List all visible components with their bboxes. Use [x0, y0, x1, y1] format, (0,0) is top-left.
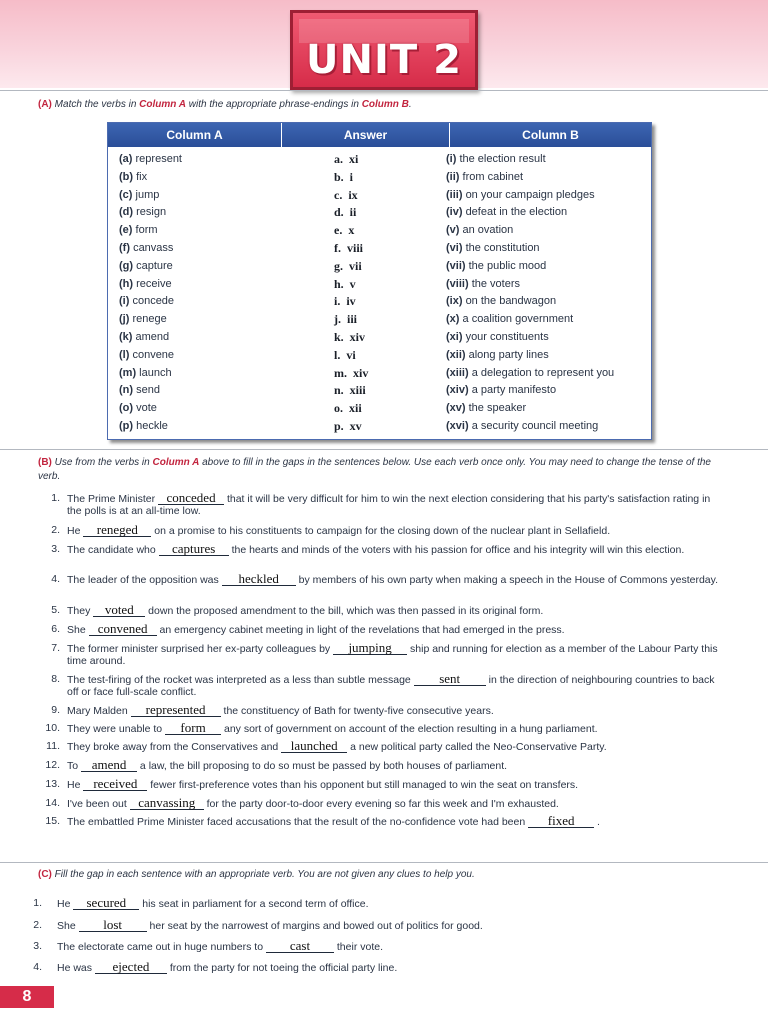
column-b-item-phrase: defeat in the election [465, 206, 568, 219]
column-b-item [446, 151, 646, 169]
sentence-text [67, 740, 727, 753]
column-b-item-phrase: along party lines [468, 348, 549, 361]
column-a-item-label: (a) [119, 153, 133, 165]
section-b-col-a-ref: Column A [152, 457, 200, 468]
sentence-text [67, 642, 727, 667]
sentence-text [67, 524, 727, 537]
column-a-item-verb: jump [135, 188, 160, 201]
column-a-item [119, 293, 279, 311]
column-b-item-phrase: your constituents [465, 330, 549, 343]
column-a-item [119, 276, 279, 294]
sentence-after: any sort of government on account of the election resulting in a hung parliament. [221, 723, 598, 735]
column-a-item [119, 400, 279, 418]
column-a-item [119, 365, 279, 383]
sentence-after: their vote. [333, 941, 383, 953]
column-b-item-phrase: an ovation [462, 224, 514, 237]
gap-answer: form [165, 722, 221, 735]
column-a-item-label: (i) [119, 295, 130, 308]
column-a-item-label: (j) [119, 313, 130, 326]
column-b-item-label: (viii) [446, 277, 469, 290]
column-b-item-label: (x) [446, 313, 460, 326]
sentence-number: 4. [33, 961, 42, 973]
column-a-item-label: (d) [119, 206, 134, 219]
sentence-before: I've been out [67, 798, 130, 810]
answer-item: i. iv [334, 294, 356, 309]
column-b-item-phrase: a delegation to represent you [471, 366, 615, 379]
gap-answer: represented [131, 704, 221, 717]
column-a-item-label: (b) [119, 170, 134, 183]
sentence-text [67, 704, 727, 717]
column-b-item [446, 311, 646, 329]
column-b-item-phrase: the speaker [468, 402, 527, 415]
sentence-before: To [67, 760, 82, 772]
sentence-after: the hearts and minds of the voters with his passion for office and his integrity will win this election. [228, 544, 685, 556]
sentence-before: The leader of the opposition was [67, 574, 222, 586]
sentence-after: . [594, 816, 600, 828]
sentence-after: fewer first-preference votes than his opponent but still managed to win the seat on transfers. [147, 779, 579, 791]
sentence-text [67, 573, 727, 586]
column-b-item-label: (xv) [446, 402, 466, 415]
answer-item: g. vii [334, 258, 362, 273]
column-b-item [446, 169, 646, 187]
section-b-divider [0, 449, 768, 450]
gap-answer: launched [281, 740, 347, 753]
sentence-after: the constituency of Bath for twenty-five consecutive years. [220, 705, 494, 717]
answer-item: n. xiii [334, 383, 366, 398]
column-b-item-label: (iii) [446, 188, 463, 201]
sentence-number: 3. [33, 940, 42, 952]
unit-title: UNIT 2 [306, 37, 462, 83]
column-a-item-verb: receive [136, 277, 172, 290]
sentence-number: 6. [51, 623, 60, 635]
matching-table [107, 122, 652, 440]
column-a-item-verb: heckle [136, 419, 168, 432]
answer-item: c. ix [334, 187, 358, 202]
sentence-after: ship and running for election as a member of the Labour Party this time around. [67, 643, 718, 667]
column-a-item-label: (k) [119, 330, 133, 343]
column-b-item-phrase: the public mood [468, 259, 547, 272]
gap-answer: amend [81, 759, 137, 772]
answer-item: p. xv [334, 418, 362, 433]
sentence-text [67, 604, 727, 617]
column-b-item [446, 187, 646, 205]
gap-answer: secured [73, 897, 139, 910]
section-a-label: (A) [38, 99, 52, 110]
sentence-after: on a promise to his constituents to campaign for the closing down of the nuclear plant in Sellafield. [151, 525, 611, 537]
column-a-item-verb: vote [136, 402, 157, 415]
column-b-item-label: (xvi) [446, 419, 469, 432]
column-a-item [119, 258, 279, 276]
column-b-item [446, 382, 646, 400]
sentence-before: The embattled Prime Minister faced accusations that the result of the no-confidence vote had been [67, 816, 529, 828]
column-a-item [119, 329, 279, 347]
sentence-text [67, 815, 727, 828]
column-a-item-label: (o) [119, 402, 134, 415]
sentence-after: a law, the bill proposing to do so must be passed by both houses of parliament. [137, 760, 508, 772]
sentence-before: The former minister surprised her ex-party colleagues by [67, 643, 334, 655]
sentence-before: He was [57, 962, 95, 974]
section-c-instruction [38, 869, 475, 880]
column-a-item-verb: form [135, 224, 158, 237]
column-b-item-label: (ix) [446, 295, 463, 308]
sentence-text [67, 759, 727, 772]
gap-answer: sent [414, 673, 486, 686]
column-b-item-label: (ii) [446, 170, 460, 183]
answer-item: k. xiv [334, 329, 366, 344]
sentence-after: his seat in parliament for a second term of office. [139, 898, 369, 910]
column-a-item-label: (c) [119, 188, 133, 201]
column-b-item-label: (v) [446, 224, 460, 237]
section-b-instruction [38, 456, 728, 484]
column-a-item-label: (l) [119, 348, 130, 361]
header-divider [0, 90, 768, 91]
column-a-item-verb: send [136, 384, 160, 397]
gap-answer: reneged [83, 524, 151, 537]
sentence-after: her seat by the narrowest of margins and bowed out of politics for good. [146, 920, 483, 932]
answer-item: a. xi [334, 152, 359, 166]
sentence-number: 7. [51, 642, 60, 654]
column-b-item-phrase: the voters [471, 277, 520, 290]
gap-answer: conceded [158, 492, 224, 505]
sentence-after: in the direction of neighbouring countries to back off or face full-scale conflict. [67, 674, 715, 698]
sentence-number: 14. [45, 797, 60, 809]
column-b-item-label: (vi) [446, 241, 463, 254]
sentence-text [57, 897, 717, 910]
sentence-after: that it will be very difficult for him to win the next election considering that his party's satisfaction rating in the polls is at an all-time low. [67, 493, 711, 517]
column-b-item [446, 258, 646, 276]
column-a-item-verb: capture [136, 259, 173, 272]
column-b-item [446, 347, 646, 365]
column-b-item-phrase: the constitution [465, 241, 540, 254]
column-b-item [446, 293, 646, 311]
sentence-number: 11. [46, 740, 60, 752]
column-a-item [119, 311, 279, 329]
column-a-item-label: (f) [119, 241, 130, 254]
sentence-text [67, 673, 727, 698]
column-b-item [446, 222, 646, 240]
column-a-item-verb: concede [132, 295, 175, 308]
sentence-number: 12. [45, 759, 60, 771]
sentence-text [67, 778, 727, 791]
sentence-number: 10. [45, 722, 60, 734]
gap-answer: convened [89, 623, 157, 636]
section-b-text-2: above to fill in the gaps in the sentences below. Use each verb once only. You may need to change the tense of the verb. [38, 457, 711, 482]
sentence-number: 2. [33, 919, 42, 931]
sentence-after: an emergency cabinet meeting in light of the revelations that had emerged in the press. [156, 624, 565, 636]
sentence-number: 15. [45, 815, 60, 827]
sentence-before: She [67, 624, 89, 636]
column-b-item-phrase: a party manifesto [471, 384, 557, 397]
sentence-text [67, 797, 727, 810]
section-c-label: (C) [38, 869, 52, 880]
column-b-item [446, 329, 646, 347]
sentence-number: 1. [33, 897, 42, 909]
sentence-before: He [57, 898, 74, 910]
sentence-before: The test-firing of the rocket was interpreted as a less than subtle message [67, 674, 414, 686]
column-a-item-verb: canvass [133, 241, 174, 254]
column-b-item [446, 204, 646, 222]
column-a-item-label: (n) [119, 384, 134, 397]
page-number: 8 [0, 986, 54, 1008]
column-b-item-phrase: from cabinet [462, 170, 524, 183]
column-a-item [119, 204, 279, 222]
sentence-before: He [67, 525, 84, 537]
column-b-item-phrase: a coalition government [462, 313, 574, 326]
column-a-list [119, 151, 279, 436]
column-a-item-label: (e) [119, 224, 133, 237]
column-b-item-label: (xiv) [446, 384, 469, 397]
answer-item: o. xii [334, 401, 362, 416]
column-b-item-phrase: the election result [459, 153, 546, 165]
sentence-text [57, 919, 717, 932]
column-a-item [119, 169, 279, 187]
gap-answer: heckled [222, 573, 296, 586]
column-b-item-phrase: on your campaign pledges [465, 188, 595, 201]
column-a-item-verb: renege [132, 313, 167, 326]
sentence-after: for the party door-to-door every evening so far this week and I'm exhausted. [203, 798, 559, 810]
sentence-before: He [67, 779, 84, 791]
sentence-number: 13. [45, 778, 60, 790]
sentence-text [57, 961, 717, 974]
section-a-text-1: Match the verbs in [54, 99, 140, 110]
unit-banner [290, 10, 478, 90]
answer-header: Answer [282, 123, 449, 147]
sentence-text [67, 543, 727, 556]
gap-answer: canvassing [130, 797, 204, 810]
column-a-item [119, 187, 279, 205]
answer-item: d. ii [334, 205, 357, 220]
gap-answer: jumping [333, 642, 407, 655]
column-b-item-label: (vii) [446, 259, 466, 272]
sentence-before: She [57, 920, 79, 932]
answer-list [334, 151, 444, 436]
column-b-item [446, 240, 646, 258]
sentence-after: from the party for not toeing the official party line. [166, 962, 398, 974]
sentence-before: The Prime Minister [67, 493, 159, 505]
section-a-col-a-ref: Column A [139, 99, 187, 110]
sentence-before: They [67, 605, 94, 617]
column-a-header: Column A [108, 123, 281, 147]
gap-answer: received [83, 778, 147, 791]
sentence-number: 3. [51, 543, 60, 555]
column-a-item-verb: resign [136, 206, 167, 219]
section-a-text-3: . [408, 99, 412, 110]
column-b-item [446, 400, 646, 418]
column-a-item-label: (g) [119, 259, 134, 272]
column-b-list [446, 151, 646, 436]
column-b-header: Column B [450, 123, 651, 147]
answer-item: f. viii [334, 240, 363, 255]
section-a-instruction [38, 99, 412, 110]
answer-item: l. vi [334, 347, 356, 362]
section-b-label: (B) [38, 457, 52, 468]
sentence-before: The electorate came out in huge numbers to [57, 941, 266, 953]
column-a-item-verb: amend [135, 330, 170, 343]
section-a-text-2: with the appropriate phrase-endings in [186, 99, 362, 110]
answer-item: h. v [334, 276, 356, 291]
section-c-divider [0, 862, 768, 863]
column-a-item [119, 418, 279, 436]
sentence-after: down the proposed amendment to the bill, which was then passed in its original form. [145, 605, 544, 617]
column-a-item-verb: launch [139, 366, 172, 379]
sentence-text [67, 722, 727, 735]
section-a-col-b-ref: Column B [361, 99, 409, 110]
answer-item: m. xiv [334, 365, 369, 380]
column-a-item-verb: fix [136, 170, 148, 183]
column-a-item-label: (h) [119, 277, 134, 290]
sentence-before: They were unable to [67, 723, 166, 735]
sentence-before: They broke away from the Conservatives and [67, 741, 282, 753]
gap-answer: lost [79, 919, 147, 932]
column-b-item-phrase: a security council meeting [471, 419, 599, 432]
sentence-after: a new political party called the Neo-Conservative Party. [347, 741, 607, 753]
column-a-item [119, 222, 279, 240]
sentence-text [57, 940, 717, 953]
column-a-item [119, 240, 279, 258]
column-b-item-label: (xi) [446, 330, 463, 343]
sentence-after: by members of his own party when making a speech in the House of Commons yesterday. [295, 574, 719, 586]
column-b-item-label: (xiii) [446, 366, 469, 379]
column-a-item-verb: convene [132, 348, 175, 361]
answer-item: e. x [334, 223, 355, 238]
gap-answer: ejected [95, 961, 167, 974]
section-b-text-1: Use from the verbs in [54, 457, 153, 468]
column-b-item-label: (iv) [446, 206, 463, 219]
sentence-number: 4. [51, 573, 60, 585]
column-b-item [446, 418, 646, 436]
answer-item: j. iii [334, 312, 357, 327]
sentence-text [67, 623, 727, 636]
column-a-item-label: (p) [119, 419, 134, 432]
column-b-item-phrase: on the bandwagon [465, 295, 557, 308]
column-a-item-label: (m) [119, 366, 137, 379]
sentence-before: The candidate who [67, 544, 159, 556]
column-a-item [119, 151, 279, 169]
column-a-item-verb: represent [135, 153, 182, 165]
section-c-text: Fill the gap in each sentence with an appropriate verb. You are not given any clues to help you. [54, 869, 475, 880]
column-b-item [446, 365, 646, 383]
sentence-number: 9. [51, 704, 60, 716]
gap-answer: fixed [528, 815, 594, 828]
sentence-number: 5. [51, 604, 60, 616]
sentence-number: 2. [51, 524, 60, 536]
sentence-number: 1. [51, 492, 60, 504]
column-b-item-label: (i) [446, 153, 457, 165]
answer-item: b. i [334, 169, 354, 184]
sentence-before: Mary Malden [67, 705, 131, 717]
column-b-item-label: (xii) [446, 348, 466, 361]
gap-answer: cast [266, 940, 334, 953]
sentence-text [67, 492, 727, 517]
sentence-number: 8. [51, 673, 60, 685]
column-a-item [119, 347, 279, 365]
gap-answer: captures [159, 543, 229, 556]
column-a-item [119, 382, 279, 400]
column-b-item [446, 276, 646, 294]
gap-answer: voted [93, 604, 145, 617]
